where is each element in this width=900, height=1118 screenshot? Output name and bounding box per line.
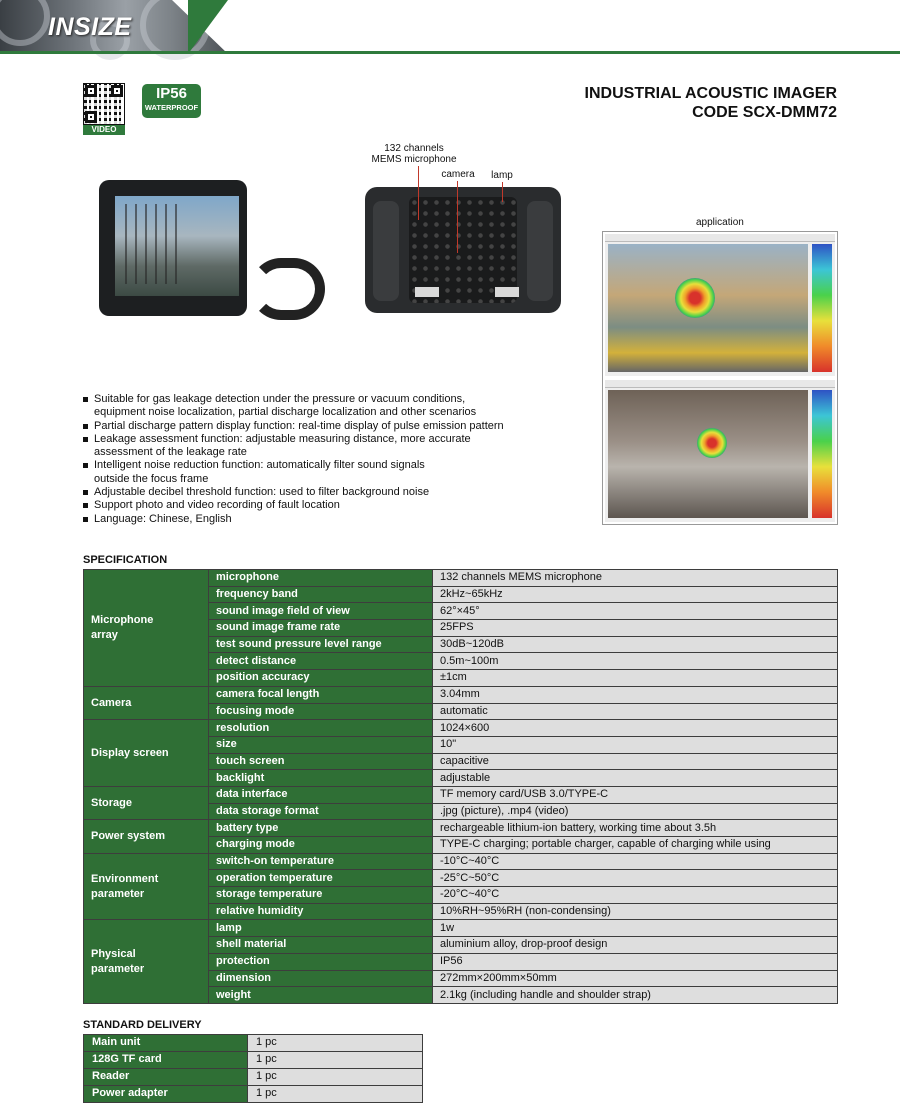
spec-key: focusing mode [209,703,433,720]
spec-row [84,720,838,737]
spec-group-label: Physical parameter [84,920,209,1003]
qr-label: VIDEO [83,125,125,135]
spec-key: weight [209,987,433,1004]
spec-value: 10%RH~95%RH (non-condensing) [433,903,838,920]
spec-group-label: Storage [84,786,209,819]
camera-callout: camera [441,169,475,180]
spec-key: battery type [209,820,433,837]
spec-row [84,920,838,937]
product-title [585,84,837,122]
feature-list [83,393,573,526]
spec-value: -20°C~40°C [433,887,838,904]
spec-key: touch screen [209,753,433,770]
spec-key: storage temperature [209,887,433,904]
spec-key: microphone [209,570,433,587]
delivery-heading: STANDARD DELIVERY [83,1019,202,1031]
ip-rating-badge [142,84,201,118]
spec-value: 10" [433,736,838,753]
application-screenshot-2 [605,380,835,522]
spec-key: size [209,736,433,753]
spec-key: frequency band [209,586,433,603]
application-screenshots [602,231,838,525]
spec-group-label: Power system [84,820,209,853]
spec-key: switch-on temperature [209,853,433,870]
spec-value: 1w [433,920,838,937]
feature-item: Suitable for gas leakage detection under the pressure or vacuum conditions, equipment noise localization, partial discharge localization and other scenarios [83,393,503,420]
spec-row [84,820,838,837]
banner-accent [188,0,228,54]
spec-key: sound image frame rate [209,620,433,637]
spec-value: rechargeable lithium-ion battery, working time about 3.5h [433,820,838,837]
delivery-item: 128G TF card [84,1051,248,1068]
delivery-table [83,1034,423,1103]
spec-value: ±1cm [433,670,838,687]
spec-key: position accuracy [209,670,433,687]
spec-value: 62°×45° [433,603,838,620]
spec-row [84,853,838,870]
feature-item: Leakage assessment function: adjustable measuring distance, more accurate assessment of the leakage rate [83,433,503,460]
banner-divider [0,51,900,54]
spec-key: camera focal length [209,686,433,703]
video-qr-code[interactable] [83,83,125,135]
delivery-row [84,1085,423,1102]
spec-key: operation temperature [209,870,433,887]
microphone-callout: 132 channels MEMS microphone [371,143,457,165]
spec-group-label: Camera [84,686,209,719]
specification-table [83,569,838,1004]
delivery-item: Main unit [84,1035,248,1052]
application-screenshot-1 [605,234,835,376]
spec-key: detect distance [209,653,433,670]
delivery-row [84,1068,423,1085]
delivery-item: Reader [84,1068,248,1085]
spec-key: sound image field of view [209,603,433,620]
delivery-quantity: 1 pc [248,1085,423,1102]
spec-row [84,786,838,803]
feature-item: Intelligent noise reduction function: automatically filter sound signals outside the focus frame [83,459,463,486]
device-back-image [365,187,561,315]
spec-key: backlight [209,770,433,787]
spec-value: 25FPS [433,620,838,637]
ip-rating: IP56 [156,85,187,102]
spec-value: aluminium alloy, drop-proof design [433,937,838,954]
spec-value: 2.1kg (including handle and shoulder strap) [433,987,838,1004]
spec-value: TYPE-C charging; portable charger, capable of charging while using [433,837,838,854]
shoulder-strap-image [250,258,325,320]
spec-value: -10°C~40°C [433,853,838,870]
brand-logo: INSIZE [48,13,132,41]
spec-key: shell material [209,937,433,954]
product-name: INDUSTRIAL ACOUSTIC IMAGER [584,85,837,102]
spec-value: 0.5m~100m [433,653,838,670]
application-label: application [696,217,744,228]
spec-key: charging mode [209,837,433,854]
spec-value: 1024×600 [433,720,838,737]
delivery-quantity: 1 pc [248,1035,423,1052]
spec-value: 30dB~120dB [433,636,838,653]
spec-group-label: Microphone array [84,570,209,687]
delivery-quantity: 1 pc [248,1068,423,1085]
spec-value: capacitive [433,753,838,770]
spec-value: -25°C~50°C [433,870,838,887]
feature-item: Support photo and video recording of fault location [83,499,573,512]
device-front-image [99,180,249,320]
spec-value: IP56 [433,953,838,970]
spec-value: automatic [433,703,838,720]
feature-item: Partial discharge pattern display function: real-time display of pulse emission pattern [83,420,573,433]
spec-key: relative humidity [209,903,433,920]
lamp-callout: lamp [491,170,513,181]
spec-key: resolution [209,720,433,737]
spec-key: dimension [209,970,433,987]
feature-item: Language: Chinese, English [83,513,573,526]
product-code: CODE SCX-DMM72 [692,104,837,121]
specification-heading: SPECIFICATION [83,554,168,566]
spec-row [84,570,838,587]
spec-value: adjustable [433,770,838,787]
spec-group-label: Display screen [84,720,209,787]
ip-label: WATERPROOF [144,103,199,112]
spec-value: 2kHz~65kHz [433,586,838,603]
delivery-item: Power adapter [84,1085,248,1102]
delivery-row [84,1051,423,1068]
qr-code-icon [83,83,125,125]
spec-key: protection [209,953,433,970]
header-banner [0,0,900,56]
spec-value: .jpg (picture), .mp4 (video) [433,803,838,820]
spec-row [84,686,838,703]
spec-value: 132 channels MEMS microphone [433,570,838,587]
spec-key: lamp [209,920,433,937]
spec-key: data storage format [209,803,433,820]
delivery-quantity: 1 pc [248,1051,423,1068]
spec-value: TF memory card/USB 3.0/TYPE-C [433,786,838,803]
spec-value: 272mm×200mm×50mm [433,970,838,987]
spec-value: 3.04mm [433,686,838,703]
spec-group-label: Environment parameter [84,853,209,920]
delivery-row [84,1035,423,1052]
spec-key: test sound pressure level range [209,636,433,653]
spec-key: data interface [209,786,433,803]
feature-item: Adjustable decibel threshold function: used to filter background noise [83,486,573,499]
